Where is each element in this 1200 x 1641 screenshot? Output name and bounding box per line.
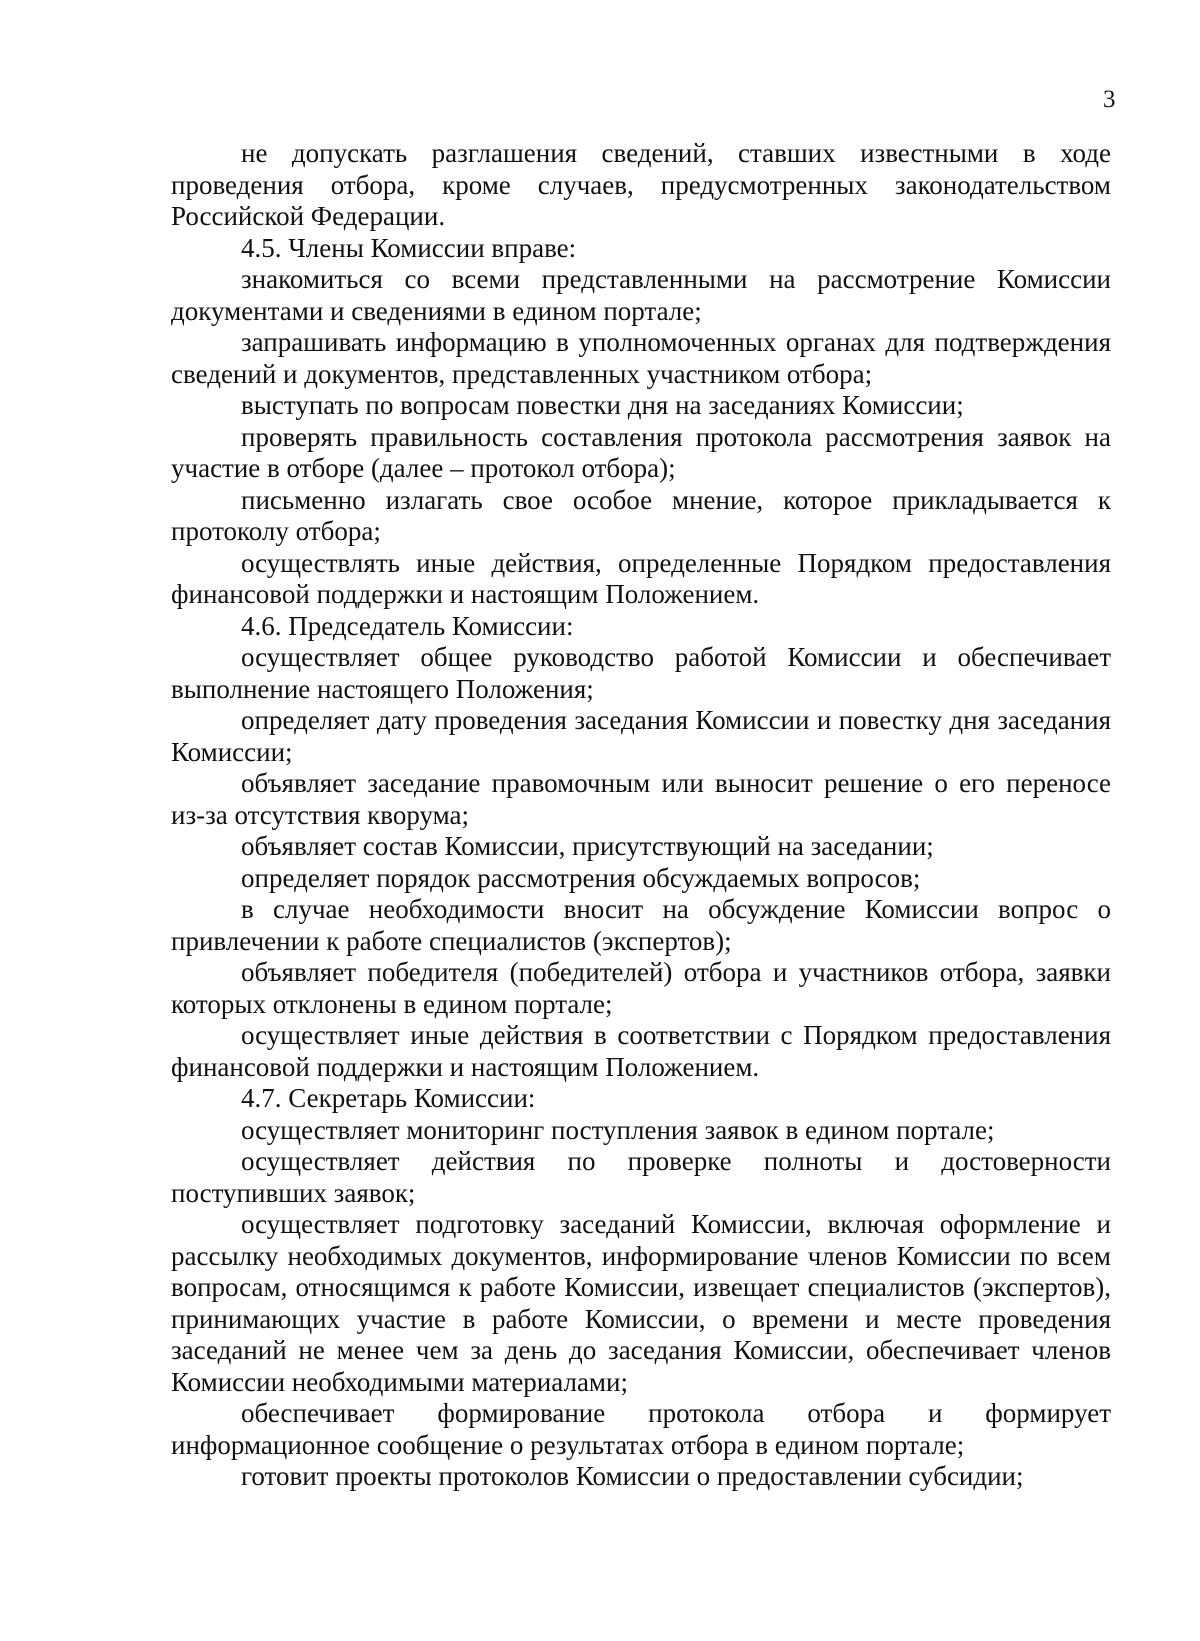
paragraph-member-right: письменно излагать свое особое мнение, которое прикладывается к протоколу отбора; [171, 484, 1111, 546]
paragraph-member-right: запрашивать информацию в уполномоченных органах для подтверждения сведений и документов, представленных участником отбора; [171, 327, 1111, 389]
paragraph-secretary-duty: осуществляет подготовку заседаний Комиссии, включая оформление и рассылку необходимых документов, информирование членов Комиссии по всем вопросам, относящимся к работе Комиссии, извещает специалистов (экспертов), принимающих участие в работе Комиссии, о времени и месте проведения заседаний не менее чем за день до заседания Комиссии, обеспечивает членов Комиссии необходимыми материалами; [171, 1209, 1111, 1397]
section-heading-4-6: 4.6. Председатель Комиссии: [241, 610, 574, 641]
section-heading-4-7: 4.7. Секретарь Комиссии: [241, 1083, 536, 1113]
paragraph-nondisclosure: не допускать разглашения сведений, ставших известными в ходе проведения отбора, кроме случаев, предусмотренных законодательством Российской Федерации. [171, 138, 1111, 231]
paragraph-secretary-duty: осуществляет действия по проверке полноты и достоверности поступивших заявок; [171, 1146, 1111, 1208]
paragraph-member-right: проверять правильность составления протокола рассмотрения заявок на участие в отборе (далее – протокол отбора); [171, 421, 1111, 483]
section-heading-4-5: 4.5. Члены Комиссии вправе: [241, 232, 577, 263]
paragraph-chair-duty: осуществляет общее руководство работой Комиссии и обеспечивает выполнение настоящего Положения; [171, 642, 1111, 704]
paragraph-secretary-duty: обеспечивает формирование протокола отбора и формирует информационное сообщение о результатах отбора в едином портале; [171, 1398, 1111, 1460]
page-number: 3 [1103, 86, 1116, 113]
paragraph-chair-duty: объявляет победителя (победителей) отбора и участников отбора, заявки которых отклонены в едином портале; [171, 957, 1111, 1019]
paragraph-secretary-duty: готовит проекты протоколов Комиссии о предоставлении субсидии; [241, 1461, 1024, 1491]
paragraph-chair-duty: в случае необходимости вносит на обсуждение Комиссии вопрос о привлечении к работе специалистов (экспертов); [171, 894, 1111, 956]
paragraph-chair-duty: осуществляет иные действия в соответствии с Порядком предоставления финансовой поддержки и настоящим Положением. [171, 1020, 1111, 1082]
paragraph-chair-duty: объявляет заседание правомочным или выносит решение о его переносе из-за отсутствия кворума; [171, 768, 1111, 830]
paragraph-member-right: выступать по вопросам повестки дня на заседаниях Комиссии; [241, 390, 964, 420]
paragraph-member-right: осуществлять иные действия, определенные Порядком предоставления финансовой поддержки и настоящим Положением. [171, 547, 1111, 609]
paragraph-chair-duty: определяет дату проведения заседания Комиссии и повестку дня заседания Комиссии; [171, 705, 1111, 767]
paragraph-chair-duty: определяет порядок рассмотрения обсуждаемых вопросов; [241, 862, 921, 893]
paragraph-member-right: знакомиться со всеми представленными на рассмотрение Комиссии документами и сведениями в едином портале; [171, 264, 1111, 326]
document-body [171, 138, 1111, 1493]
paragraph-chair-duty: объявляет состав Комиссии, присутствующий на заседании; [241, 831, 934, 861]
paragraph-secretary-duty: осуществляет мониторинг поступления заявок в едином портале; [241, 1114, 995, 1145]
